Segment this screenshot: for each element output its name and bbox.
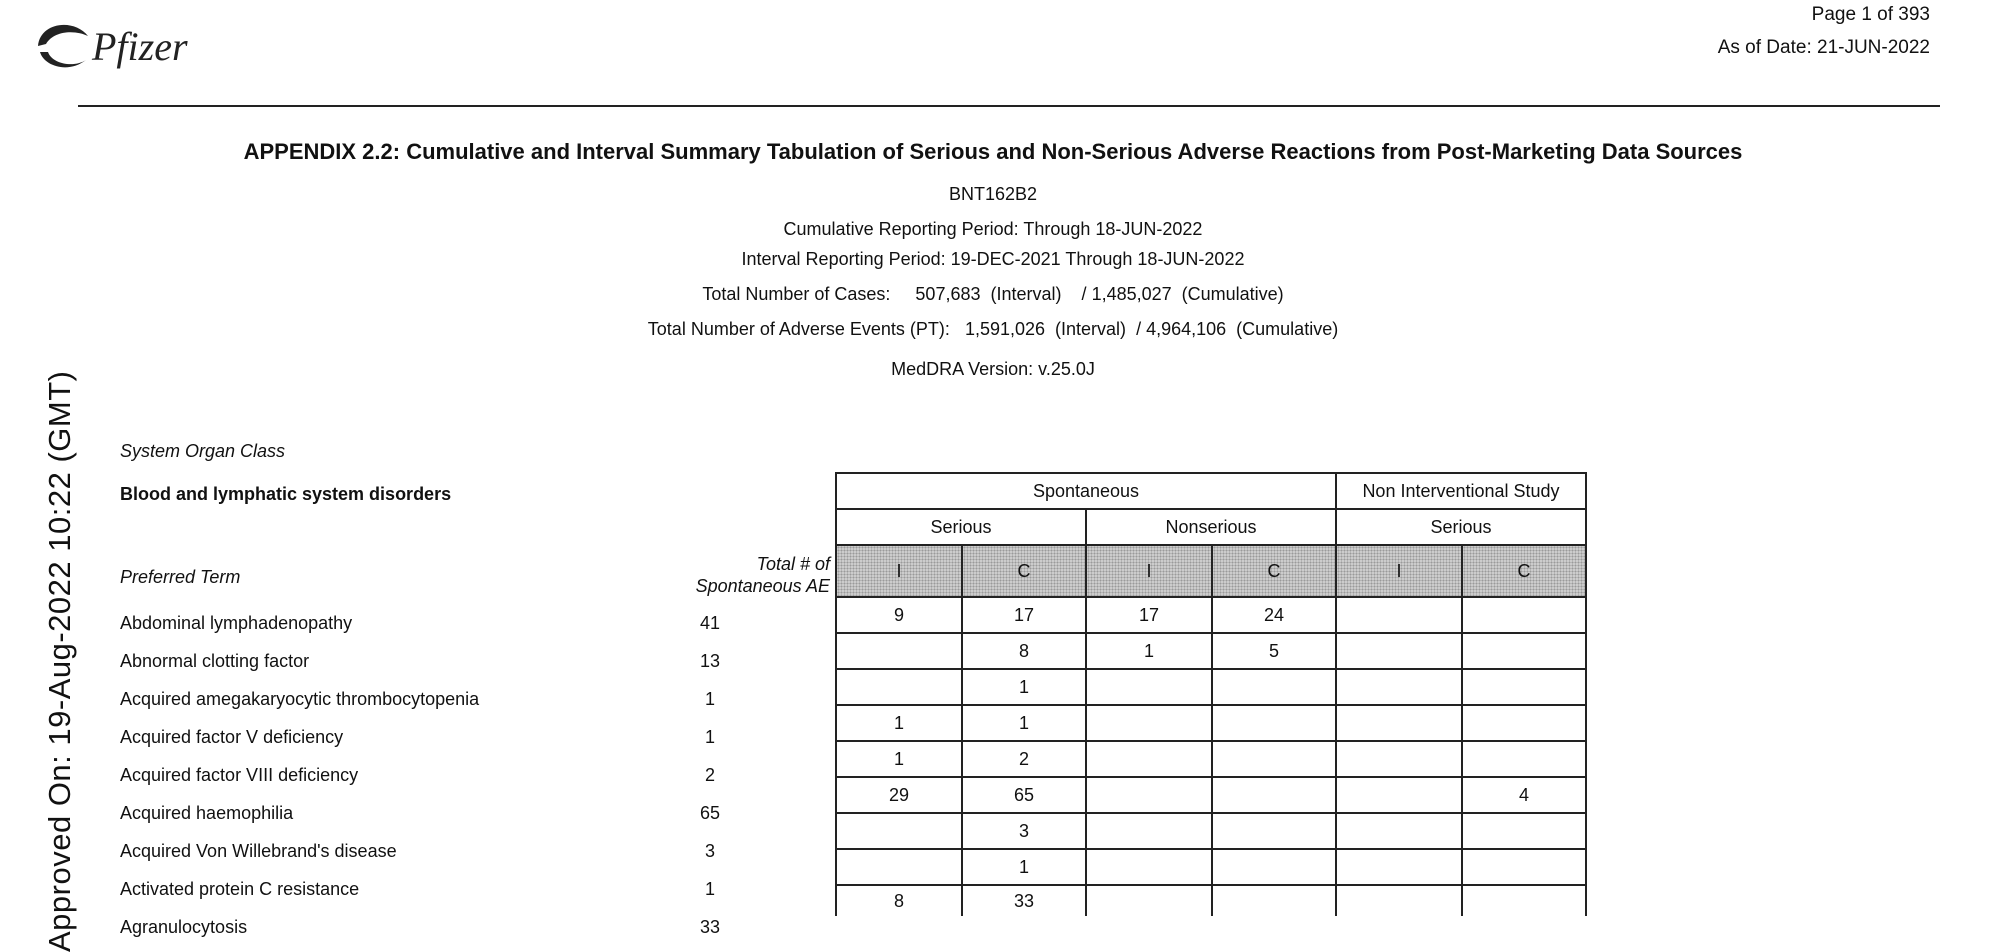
table-cell: [1212, 669, 1336, 705]
preferred-term: Acquired Von Willebrand's disease: [120, 841, 397, 861]
table-row: [836, 849, 1586, 885]
total-ae-label: [660, 553, 830, 597]
col-header-i: I: [1336, 545, 1462, 597]
table-cell: [1462, 705, 1586, 741]
total-spontaneous-ae: 1: [704, 689, 715, 709]
preferred-term: Activated protein C resistance: [120, 879, 360, 899]
total-cases-cumulative: 1,485,027 (Cumulative): [1091, 284, 1284, 304]
table-cell: 5: [1212, 633, 1336, 669]
total-events-cumulative: 4,964,106 (Cumulative): [1146, 319, 1339, 339]
table-cell: 4: [1462, 777, 1586, 813]
table-cell: [1086, 777, 1212, 813]
preferred-term: Abnormal clotting factor: [120, 651, 310, 671]
total-events-line: [0, 319, 1986, 340]
total-spontaneous-ae: 65: [699, 803, 721, 823]
table-row: [836, 669, 1586, 705]
table-cell: 1: [836, 705, 962, 741]
col-header-i: I: [836, 545, 962, 597]
table-cell: [1086, 705, 1212, 741]
total-events-label: Total Number of Adverse Events (PT):: [647, 319, 950, 339]
total-cases-line: [0, 284, 1986, 305]
total-spontaneous-ae: 3: [704, 841, 715, 861]
table-cell: [1462, 885, 1586, 916]
total-cases-interval: 507,683 (Interval): [915, 284, 1062, 304]
table-row: [836, 741, 1586, 777]
table-cell: 17: [962, 597, 1086, 633]
table-cell: [1336, 849, 1462, 885]
page-number: Page 1 of 393: [1811, 4, 1930, 25]
table-cell: 65: [962, 777, 1086, 813]
table-cell: [1462, 813, 1586, 849]
report-title: APPENDIX 2.2: Cumulative and Interval Summary Tabulation of Serious and Non-Serious Adverse Reactions from Post-Marketing Data Sources: [243, 139, 1743, 164]
table-cell: [1212, 777, 1336, 813]
sub-serious: Serious: [836, 509, 1086, 545]
table-row: [836, 633, 1586, 669]
table-cell: [1212, 741, 1336, 777]
preferred-term: Abdominal lymphadenopathy: [120, 613, 353, 633]
table-cell: [1086, 849, 1212, 885]
sub-nonserious: Nonserious: [1086, 509, 1336, 545]
table-cell: 1: [836, 741, 962, 777]
total-ae-label-line2: Spontaneous AE: [695, 576, 830, 596]
table-row: [836, 777, 1586, 813]
table-cell: [836, 813, 962, 849]
table-row: [836, 705, 1586, 741]
group-non-interventional: Non Interventional Study: [1336, 473, 1586, 509]
total-spontaneous-ae: 13: [699, 651, 721, 671]
table-cell: [1086, 813, 1212, 849]
soc-name: Blood and lymphatic system disorders: [120, 484, 452, 504]
preferred-term-label: Preferred Term: [120, 567, 241, 587]
table-cell: [1336, 669, 1462, 705]
table-cell: [1462, 633, 1586, 669]
total-spontaneous-ae: 1: [704, 727, 715, 747]
table-cell: [1336, 597, 1462, 633]
soc-label: System Organ Class: [120, 441, 286, 461]
table-cell: 1: [962, 849, 1086, 885]
table-cell: [1212, 885, 1336, 916]
sub-nis-serious: Serious: [1336, 509, 1586, 545]
preferred-term: Acquired amegakaryocytic thrombocytopenia: [120, 689, 480, 709]
cumulative-period: Cumulative Reporting Period: Through 18-JUN-2022: [783, 219, 1203, 239]
table-cell: 24: [1212, 597, 1336, 633]
total-events-interval: 1,591,026 (Interval): [964, 319, 1127, 339]
total-events-sep: /: [1136, 319, 1142, 339]
total-spontaneous-ae: 33: [699, 917, 721, 937]
preferred-term: Acquired factor V deficiency: [120, 727, 344, 747]
total-spontaneous-ae: 41: [699, 613, 721, 633]
table-cell: [1462, 669, 1586, 705]
preferred-term: Acquired haemophilia: [120, 803, 294, 823]
table-cell: [1462, 741, 1586, 777]
meddra-version: MedDRA Version: v.25.0J: [891, 359, 1095, 379]
adverse-reaction-table: [835, 472, 1587, 916]
total-cases-label: Total Number of Cases:: [702, 284, 891, 304]
col-header-c: C: [962, 545, 1086, 597]
table-cell: [1212, 813, 1336, 849]
col-header-c: C: [1462, 545, 1586, 597]
table-row: [836, 813, 1586, 849]
table-cell: [1336, 705, 1462, 741]
table-cell: 1: [1086, 633, 1212, 669]
table-cell: [836, 849, 962, 885]
total-cases-sep: /: [1081, 284, 1087, 304]
table-cell: [1086, 885, 1212, 916]
as-of-date: As of Date: 21-JUN-2022: [1717, 37, 1930, 58]
col-header-i: I: [1086, 545, 1212, 597]
header-rule: [78, 105, 1940, 107]
table-row: [836, 597, 1586, 633]
table-cell: [1336, 741, 1462, 777]
table-cell: 17: [1086, 597, 1212, 633]
product-name: BNT162B2: [948, 184, 1038, 204]
pfizer-logo: [30, 8, 200, 88]
table-cell: 1: [962, 669, 1086, 705]
table-cell: [1212, 849, 1336, 885]
table-cell: 33: [962, 885, 1086, 916]
table-cell: [1336, 777, 1462, 813]
table-cell: 3: [962, 813, 1086, 849]
table-cell: [1086, 669, 1212, 705]
table-cell: 9: [836, 597, 962, 633]
table-cell: 2: [962, 741, 1086, 777]
table-cell: 1: [962, 705, 1086, 741]
table-cell: [1212, 705, 1336, 741]
group-spontaneous: Spontaneous: [836, 473, 1336, 509]
table-cell: [1462, 849, 1586, 885]
approval-stamp: Approved On: 19-Aug-2022 10:22 (GMT): [42, 370, 77, 952]
table-row: [836, 885, 1586, 916]
total-spontaneous-ae: 1: [704, 879, 715, 899]
col-header-c: C: [1212, 545, 1336, 597]
table-cell: [1336, 633, 1462, 669]
preferred-term: Acquired factor VIII deficiency: [120, 765, 359, 785]
preferred-term: Agranulocytosis: [120, 917, 248, 937]
table-cell: [1336, 813, 1462, 849]
total-spontaneous-ae: 2: [704, 765, 715, 785]
table-cell: 8: [836, 885, 962, 916]
table-cell: 8: [962, 633, 1086, 669]
interval-period: Interval Reporting Period: 19-DEC-2021 Through 18-JUN-2022: [741, 249, 1245, 269]
table-cell: [1462, 597, 1586, 633]
table-cell: 29: [836, 777, 962, 813]
table-cell: [1086, 741, 1212, 777]
table-cell: [836, 669, 962, 705]
table-cell: [1336, 885, 1462, 916]
total-ae-label-line1: Total # of: [756, 554, 830, 574]
table-cell: [836, 633, 962, 669]
svg-text:Pfizer: Pfizer: [92, 24, 188, 69]
